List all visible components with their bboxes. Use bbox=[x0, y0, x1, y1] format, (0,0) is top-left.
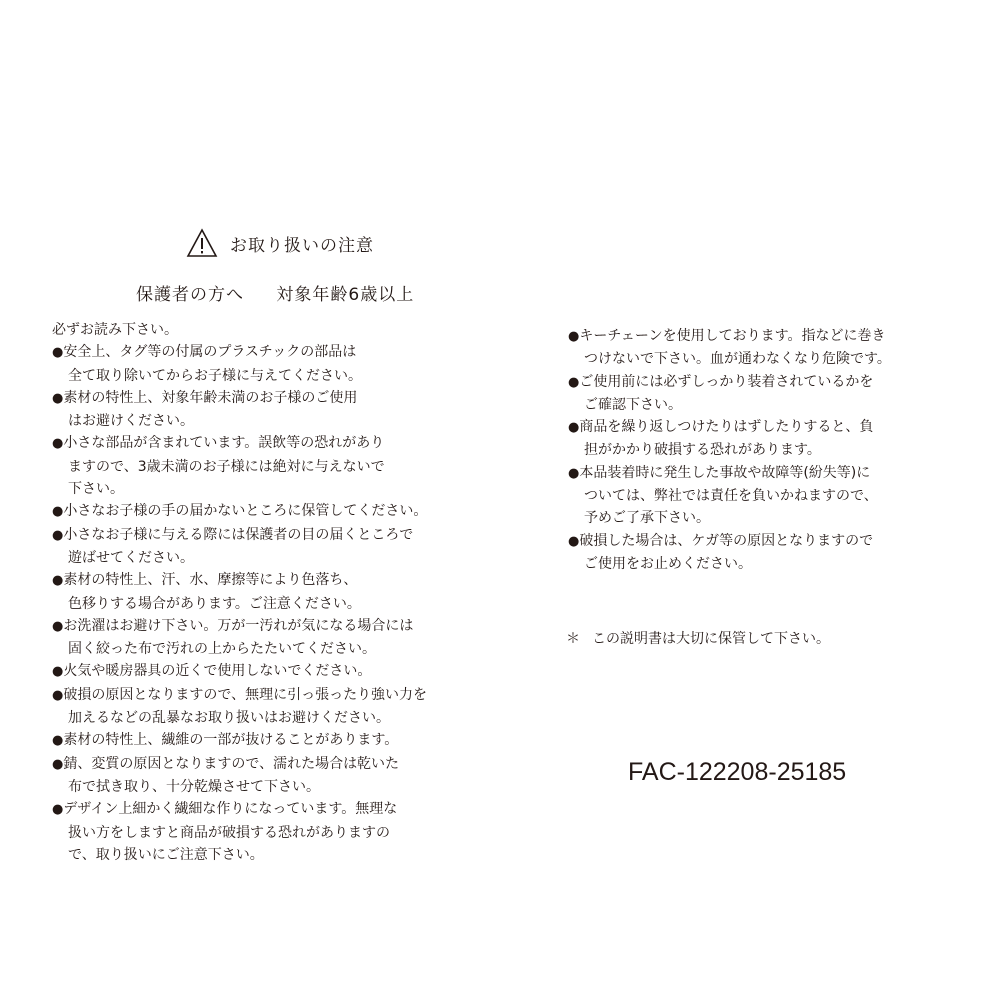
caution-line: ● 素材の特性上、対象年齢未満のお子様のご使用 bbox=[52, 387, 482, 410]
caution-line: 担がかかり破損する恐れがあります。 bbox=[584, 442, 821, 459]
caution-line: で、取り扱いにご注意下さい。 bbox=[68, 846, 264, 863]
caution-line: ● 破損の原因となりますので、無理に引っ張ったり強い力を bbox=[52, 684, 482, 707]
caution-item bbox=[568, 416, 968, 462]
page-title: お取り扱いの注意 bbox=[230, 235, 374, 256]
asterisk: ＊ bbox=[566, 631, 580, 647]
caution-item bbox=[568, 325, 968, 371]
title-row bbox=[186, 226, 374, 260]
caution-line: 予めご了承下さい。 bbox=[584, 510, 710, 527]
caution-line: ● 本品装着時に発生した事故や故障等(紛失等)に bbox=[568, 462, 968, 485]
caution-line: ● 小さな部品が含まれています。誤飲等の恐れがあり bbox=[52, 432, 482, 455]
left-caution-list bbox=[52, 341, 482, 866]
caution-line: ついては、弊社では責任を負いかねますので、 bbox=[584, 488, 878, 505]
caution-item bbox=[52, 660, 482, 683]
caution-line: ご使用をお止めください。 bbox=[584, 555, 752, 572]
caution-line: ● 安全上、タグ等の付属のプラスチックの部品は bbox=[52, 341, 482, 364]
caution-item bbox=[52, 729, 482, 752]
caution-line: ● 火気や暖房器具の近くで使用しないでください。 bbox=[52, 660, 482, 683]
caution-item bbox=[52, 615, 482, 661]
storage-note bbox=[566, 628, 830, 648]
guardian-line bbox=[136, 280, 414, 305]
caution-line: つけないで下さい。血が通わなくなり危険です。 bbox=[584, 351, 891, 368]
caution-item bbox=[52, 500, 482, 523]
caution-line: ● デザイン上細かく繊細な作りになっています。無理な bbox=[52, 798, 482, 821]
caution-line: 加えるなどの乱暴なお取り扱いはお避けください。 bbox=[68, 710, 390, 727]
caution-line: ますので、3歳未満のお子様には絶対に与えないで bbox=[68, 458, 385, 475]
product-code: FAC-122208-25185 bbox=[628, 758, 847, 786]
caution-item bbox=[52, 684, 482, 730]
caution-item bbox=[52, 341, 482, 387]
right-column bbox=[568, 325, 968, 575]
caution-line: はお避けください。 bbox=[68, 413, 194, 430]
caution-item bbox=[52, 569, 482, 615]
caution-line: 固く絞った布で汚れの上からたたいてください。 bbox=[68, 641, 376, 658]
caution-line: ● 小さなお子様に与える際には保護者の目の届くところで bbox=[52, 524, 482, 547]
caution-line: ● キーチェーンを使用しております。指などに巻き bbox=[568, 325, 968, 348]
caution-item bbox=[568, 462, 968, 530]
caution-line: 色移りする場合があります。ご注意ください。 bbox=[68, 595, 361, 612]
caution-item bbox=[52, 753, 482, 799]
caution-line: ● 素材の特性上、繊維の一部が抜けることがあります。 bbox=[52, 729, 482, 752]
caution-item bbox=[568, 371, 968, 417]
note-text: この説明書は大切に保管して下さい。 bbox=[592, 631, 830, 647]
caution-line: ● 錆、変質の原因となりますので、濡れた場合は乾いた bbox=[52, 753, 482, 776]
caution-line: 扱い方をしますと商品が破損する恐れがありますの bbox=[68, 824, 390, 841]
caution-line: 布で拭き取り、十分乾燥させて下さい。 bbox=[68, 778, 320, 795]
caution-line: ● ご使用前には必ずしっかり装着されているかを bbox=[568, 371, 968, 394]
left-column bbox=[52, 319, 482, 866]
caution-item bbox=[52, 387, 482, 433]
caution-item bbox=[52, 432, 482, 500]
caution-line: ● 小さなお子様の手の届かないところに保管してください。 bbox=[52, 500, 482, 523]
right-caution-list bbox=[568, 325, 968, 575]
caution-line: 下さい。 bbox=[68, 481, 124, 498]
caution-line: 全て取り除いてからお子様に与えてください。 bbox=[68, 367, 362, 384]
target-age: 対象年齢6歳以上 bbox=[276, 285, 415, 305]
caution-item bbox=[52, 524, 482, 570]
caution-line: 遊ばせてください。 bbox=[68, 549, 194, 566]
caution-line: ご確認下さい。 bbox=[584, 396, 682, 413]
caution-line: ● 商品を繰り返しつけたりはずしたりすると、負 bbox=[568, 416, 968, 439]
guardian-label: 保護者の方へ bbox=[136, 285, 244, 305]
intro-text: 必ずお読み下さい。 bbox=[52, 322, 178, 338]
warning-triangle-icon bbox=[186, 228, 218, 258]
caution-line: ● お洗濯はお避け下さい。万が一汚れが気になる場合には bbox=[52, 615, 482, 638]
caution-item bbox=[568, 530, 968, 576]
caution-line: ● 破損した場合は、ケガ等の原因となりますので bbox=[568, 530, 968, 553]
caution-line: ● 素材の特性上、汗、水、摩擦等により色落ち、 bbox=[52, 569, 482, 592]
caution-item bbox=[52, 798, 482, 866]
